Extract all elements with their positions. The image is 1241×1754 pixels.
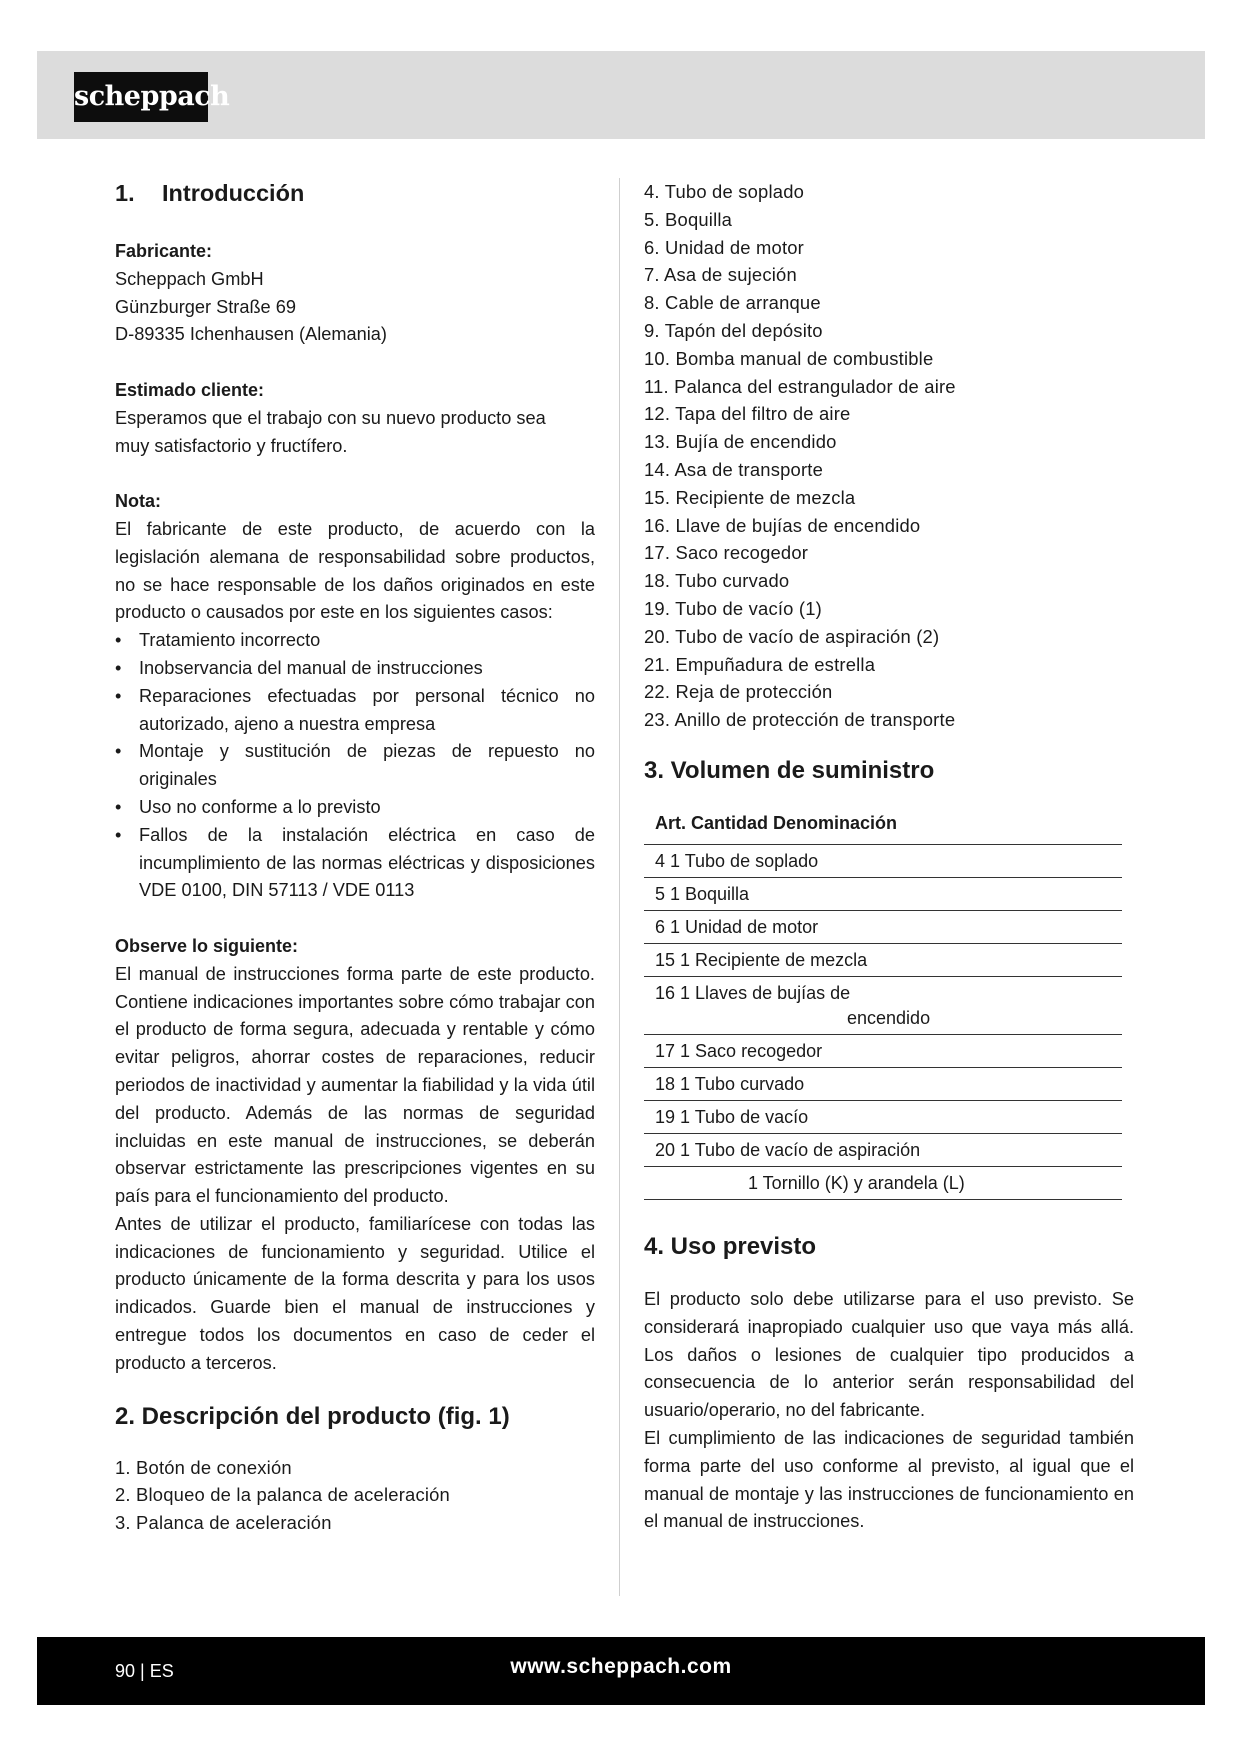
- page-header: [37, 51, 1205, 139]
- intended-use-heading: 4. Uso previsto: [644, 1232, 817, 1260]
- table-row: [644, 844, 1122, 877]
- list-item: 3. Palanca de aceleración: [115, 1512, 332, 1534]
- table-row: [644, 1166, 1122, 1199]
- description-list-part-2: [644, 178, 1134, 734]
- note-label: Nota:: [115, 491, 161, 512]
- supply-table-header: Art. Cantidad Denominación: [644, 800, 1122, 845]
- list-item: 5. Boquilla: [644, 208, 733, 230]
- list-item: 21. Empuñadura de estrella: [644, 653, 876, 675]
- page-footer: [37, 1637, 1205, 1705]
- list-item: 13. Bujía de encendido: [644, 431, 837, 453]
- list-item: 18. Tubo curvado: [644, 570, 790, 592]
- list-item: • Montaje y sustitución de piezas de repuesto no originales: [115, 738, 595, 794]
- left-column: [115, 178, 595, 1537]
- list-item: 12. Tapa del filtro de aire: [644, 403, 851, 425]
- observe-text-2: Antes de utilizar el producto, familiarícese con todas las indicaciones de funcionamiento y seguridad. Utilice el producto únicamente de la forma descrita y para los usos indicados. Guarde bien el manual de instrucciones y entregue todos los documentos en caso de ceder el producto a terceros.: [115, 1213, 595, 1373]
- customer-text: Esperamos que el trabajo con su nuevo producto sea muy satisfactorio y fructífero.: [115, 407, 546, 456]
- intended-use-text-2: El cumplimiento de las indicaciones de seguridad también forma parte del uso conforme al previsto, al igual que el manual de montaje y las instrucciones de funcionamiento en el manual de instrucciones.: [644, 1427, 1134, 1532]
- table-cell: 17 1 Saco recogedor: [644, 1034, 1122, 1067]
- website-link[interactable]: www.scheppach.com: [510, 1655, 732, 1678]
- list-item: 16. Llave de bujías de encendido: [644, 514, 921, 536]
- manufacturer-name: Scheppach GmbH: [115, 268, 264, 289]
- list-item: 19. Tubo de vacío (1): [644, 597, 822, 619]
- table-row: [644, 910, 1122, 943]
- list-item: 7. Asa de sujeción: [644, 264, 797, 286]
- customer-label: Estimado cliente:: [115, 379, 265, 400]
- list-item: 11. Palanca del estrangulador de aire: [644, 375, 956, 397]
- column-divider: [619, 178, 620, 1596]
- list-item: • Tratamiento incorrecto: [115, 627, 595, 655]
- list-item: 15. Recipiente de mezcla: [644, 486, 856, 508]
- list-item: • Uso no conforme a lo previsto: [115, 794, 595, 822]
- list-item: 9. Tapón del depósito: [644, 319, 823, 341]
- list-item: 14. Asa de transporte: [644, 458, 824, 480]
- manufacturer-city: D-89335 Ichenhausen (Alemania): [115, 324, 387, 345]
- list-item: 10. Bomba manual de combustible: [644, 347, 934, 369]
- table-row: [644, 943, 1122, 976]
- description-heading: 2. Descripción del producto (fig. 1): [115, 1402, 510, 1430]
- list-item: 17. Saco recogedor: [644, 542, 809, 564]
- scheppach-logo: scheppach: [74, 72, 208, 122]
- list-item: 20. Tubo de vacío de aspiración (2): [644, 625, 940, 647]
- table-row: [644, 976, 1122, 1034]
- observe-text-1: El manual de instrucciones forma parte de este producto. Contiene indicaciones importantes sobre cómo trabajar con el producto de forma segura, adecuada y rentable y cómo evitar peligros, ahorrar costes de reparaciones, reducir periodos de inactividad y aumentar la fiabilidad y la vida útil del producto. Además de las normas de seguridad incluidas en este manual de instrucciones, se deberán observar estrictamente las prescripciones vigentes en su país para el funcionamiento del producto.: [115, 963, 595, 1207]
- right-column: [644, 178, 1134, 1536]
- intro-heading-number: 1.: [115, 180, 135, 206]
- list-item: • Fallos de la instalación eléctrica en caso de incumplimiento de las normas eléctricas y disposiciones VDE 0100, DIN 57113 / VDE 0113: [115, 822, 595, 905]
- table-row: [644, 877, 1122, 910]
- table-cell: 18 1 Tubo curvado: [644, 1067, 1122, 1100]
- list-item: • Inobservancia del manual de instrucciones: [115, 655, 595, 683]
- table-cell: 6 1 Unidad de motor: [644, 910, 1122, 943]
- list-item: 1. Botón de conexión: [115, 1456, 292, 1478]
- supply-table: [644, 800, 1122, 1200]
- list-item: 2. Bloqueo de la palanca de aceleración: [115, 1484, 450, 1506]
- intro-heading-text: Introducción: [162, 180, 305, 206]
- page-number: 90 | ES: [115, 1661, 174, 1681]
- table-cell: 19 1 Tubo de vacío: [644, 1100, 1122, 1133]
- intended-use-text-1: El producto solo debe utilizarse para el uso previsto. Se considerará inapropiado cualquier uso que vaya más allá. Los daños o lesiones de cualquier tipo producidos a consecuencia de lo anterior serán responsabilidad del usuario/operario, no del fabricante.: [644, 1288, 1134, 1421]
- list-item: 4. Tubo de soplado: [644, 181, 805, 202]
- table-cell: 4 1 Tubo de soplado: [644, 844, 1122, 877]
- table-cell-multiline: [644, 976, 1122, 1034]
- list-item: 6. Unidad de motor: [644, 236, 805, 258]
- table-cell: 20 1 Tubo de vacío de aspiración: [644, 1133, 1122, 1166]
- table-cell: 5 1 Boquilla: [644, 877, 1122, 910]
- table-cell: 15 1 Recipiente de mezcla: [644, 943, 1122, 976]
- note-text: El fabricante de este producto, de acuerdo con la legislación alemana de responsabilidad sobre productos, no se hace responsable de los daños originados en este producto o causados por este en los siguientes casos:: [115, 518, 595, 623]
- note-bullet-list: [115, 627, 595, 905]
- table-row: [644, 1133, 1122, 1166]
- intro-heading: [115, 178, 595, 208]
- table-cell-line: 16 1 Llaves de bujías de: [655, 982, 851, 1003]
- observe-label: Observe lo siguiente:: [115, 935, 299, 956]
- supply-heading: 3. Volumen de suministro: [644, 756, 935, 784]
- list-item: 23. Anillo de protección de transporte: [644, 709, 956, 731]
- table-cell-continuation: encendido: [847, 1007, 931, 1028]
- list-item: • Reparaciones efectuadas por personal técnico no autorizado, ajeno a nuestra empresa: [115, 683, 595, 739]
- manufacturer-street: Günzburger Straße 69: [115, 296, 296, 317]
- list-item: 8. Cable de arranque: [644, 292, 821, 314]
- manufacturer-label: Fabricante:: [115, 241, 213, 261]
- list-item: 22. Reja de protección: [644, 681, 833, 703]
- table-row: [644, 1100, 1122, 1133]
- description-list-part-1: [115, 1454, 595, 1537]
- table-cell: 1 Tornillo (K) y arandela (L): [644, 1166, 1122, 1199]
- table-row: [644, 1034, 1122, 1067]
- table-row: [644, 1067, 1122, 1100]
